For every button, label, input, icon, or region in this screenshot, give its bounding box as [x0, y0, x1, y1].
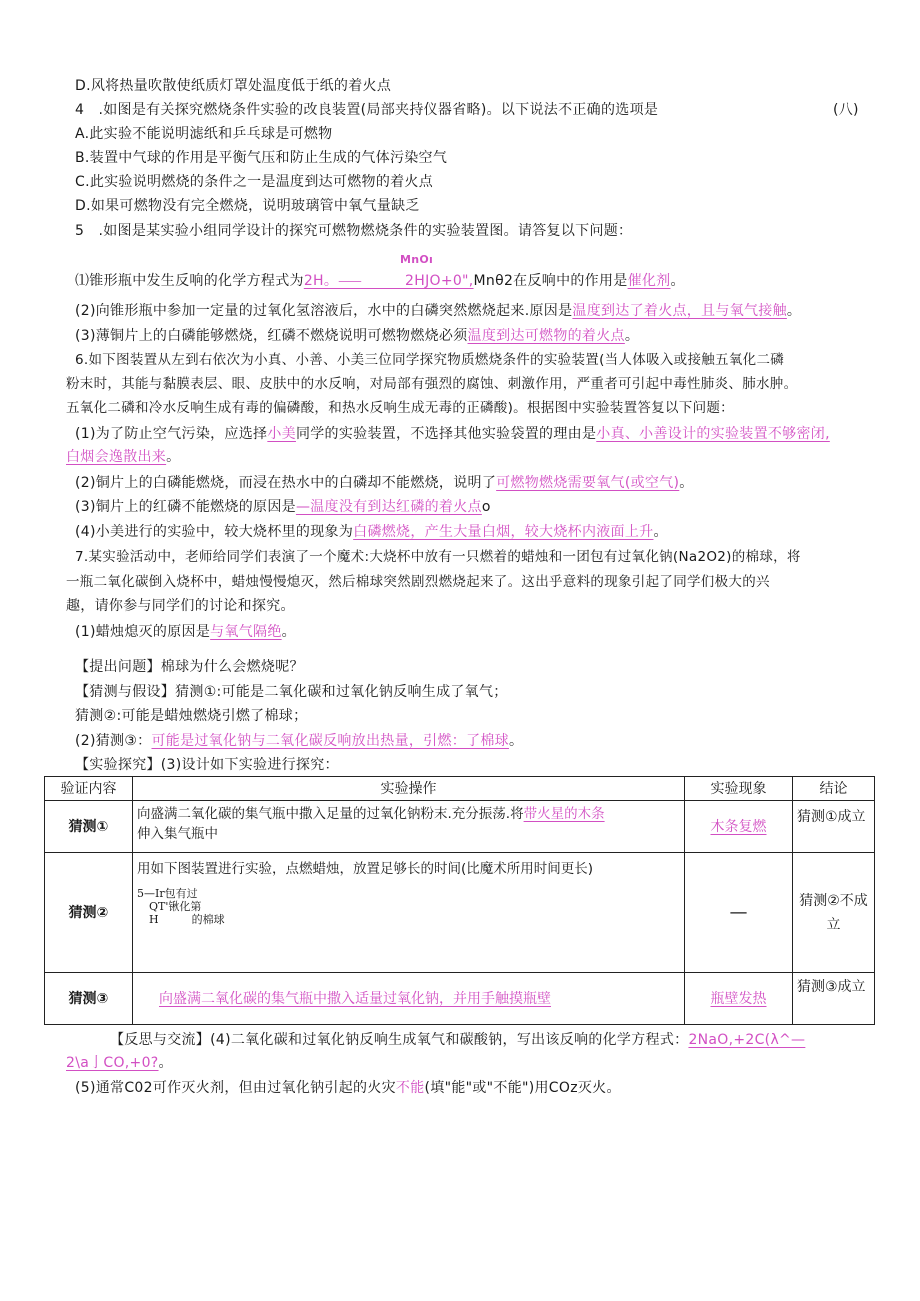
row2-conclusion — [793, 853, 875, 973]
q7-part1-text: (1)蜡烛熄灭的原因是 — [75, 624, 211, 640]
q6-part2 — [75, 474, 694, 492]
q7-stem-line2: 一瓶二氧化碳倒入烧杯中，蜡烛慢慢熄灭，然后棉球突然剧烈燃烧起来了。这出乎意料的现象引起了同学们极大的兴 — [66, 574, 770, 590]
q6-part1-text: (1)为了防止空气污染，应选择 — [75, 426, 268, 442]
q6-part3-answer: —温度没有到达红磷的着火点 — [295, 499, 482, 515]
q6-part3 — [75, 498, 491, 516]
q4-option-d: D.如果可燃物没有完全燃烧，说明玻璃管中氧气量缺乏 — [75, 198, 420, 214]
q6-part1-mid: 同学的实验装置，不选择其他实验袋置的理由是 — [295, 426, 597, 442]
row2-figure-label1: 5—Ir包有过 — [137, 887, 198, 900]
q5-part1-end: 。 — [670, 273, 685, 289]
header-conclusion: 结论 — [793, 777, 875, 801]
q6-part4-answer: 白磷燃烧，产生大量白烟，较大烧杯内液面上升 — [353, 524, 654, 540]
q7-reflection-cont — [66, 1054, 173, 1072]
q7-stem-line3: 趣，请你参与同学们的讨论和探究。 — [66, 598, 295, 614]
q7-question-heading: 【提出问题】棉球为什么会燃烧呢？ — [75, 659, 304, 675]
row2-figure-label2: QT'锹化第 — [149, 900, 202, 913]
q7-part5-answer: 不能 — [395, 1080, 425, 1096]
row2-name: 猜测② — [45, 853, 133, 973]
q7-part1 — [75, 623, 296, 641]
row3-conclusion: 猜测③成立 — [793, 973, 875, 1025]
row3-operation-answer: 向盛满二氧化碳的集气瓶中撒入适量过氧化钠，并用手触摸瓶壁 — [159, 990, 551, 1007]
q6-stem-line3: 五氧化二磷和冷水反响生成有毒的偏磷酸，和热水反响生成无毒的正磷酸)。根据图中实验装置答复以下问题： — [66, 400, 734, 416]
q6-part3-end: o — [481, 499, 491, 515]
q7-stem-line1: 7.某实验活动中，老师给同学们表演了一个魔术:大烧杯中放有一只燃着的蜡烛和一团包有过氧化钠(Na2O2)的棉球，将 — [75, 549, 801, 565]
header-verify: 验证内容 — [45, 777, 133, 801]
q7-part5-text: (5)通常C02可作灭火剂，但由过氧化钠引起的火灾 — [75, 1080, 396, 1096]
q7-reflection-end: 。 — [158, 1055, 173, 1071]
table-header-row — [45, 777, 875, 801]
q7-part5 — [75, 1079, 621, 1097]
q6-part3-text: (3)铜片上的红磷不能燃烧的原因是 — [75, 499, 296, 515]
q6-part4-text: (4)小美进行的实验中，较大烧杯里的现象为 — [75, 524, 354, 540]
q6-stem-line2: 粉末时，其能与黏膜表层、眼、皮肤中的水反响，对局部有强烈的腐蚀、刺激作用，严重者可引起中毒性肺炎、肺水肿。 — [66, 376, 798, 392]
row3-operation — [133, 973, 685, 1025]
row1-name: 猜测① — [45, 801, 133, 853]
q5-part1-answer: 催化剂 — [627, 273, 671, 289]
row3-phenomenon — [685, 973, 793, 1025]
row2-figure-label3: H 的棉球 — [149, 913, 225, 926]
q7-reflection-answer-cont: 2\a亅CO,+0? — [66, 1055, 159, 1071]
q5-part3 — [75, 327, 639, 345]
q7-part1-end: 。 — [281, 624, 296, 640]
row1-phenomenon-answer: 木条复燃 — [710, 818, 767, 835]
q7-part1-answer: 与氧气隔绝 — [210, 624, 282, 640]
experiment-table — [44, 776, 875, 1025]
q4-option-b: B.装置中气球的作用是平衡气压和防止生成的气体污染空气 — [75, 150, 448, 166]
row3-name: 猜测③ — [45, 973, 133, 1025]
q6-part1-answer-name: 小美 — [267, 426, 296, 442]
q6-part1-answer-reason-cont: 白烟会逸散出来 — [66, 449, 167, 465]
q5-part3-answer: 温度到达可燃物的着火点 — [467, 328, 625, 344]
row2-conclusion-b: 立 — [826, 916, 841, 933]
row1-operation — [133, 801, 685, 853]
q7-part2-end: 。 — [508, 733, 524, 749]
q3-option-d: D.风将热量吹散使纸质灯罩处温度低于纸的着火点 — [75, 78, 392, 94]
q4-option-a: A.此实验不能说明滤纸和乒乓球是可燃物 — [75, 126, 333, 142]
q5-part3-end: 。 — [624, 328, 640, 344]
row1-operation-line2: 伸入集气瓶中 — [137, 826, 218, 842]
q4-option-c: C.此实验说明燃烧的条件之一是温度到达可燃物的着火点 — [75, 174, 434, 190]
q7-part2-text: (2)猜测③： — [75, 733, 152, 749]
q7-explore-heading: 【实验探究】(3)设计如下实验进行探究： — [75, 757, 339, 773]
q5-part2-text: (2)向锥形瓶中参加一定量的过氧化氢溶液后，水中的白磷突然燃烧起来.原因是 — [75, 303, 573, 319]
q6-part2-text: (2)铜片上的白磷能燃烧，而浸在热水中的白磷却不能燃烧，说明了 — [75, 475, 497, 491]
q6-part1-cont — [66, 448, 180, 466]
q5-part2-answer: 温度到达了着火点，且与氧气接触 — [572, 303, 787, 319]
row1-operation-text: 向盛满二氧化碳的集气瓶中撒入足量的过氧化钠粉末.充分振荡.将 — [137, 806, 524, 822]
q7-part2-answer: 可能是过氧化钠与二氧化碳反响放出热量，引燃：了棉球 — [151, 733, 509, 749]
q5-part1-text: ⑴锥形瓶中发生反响的化学方程式为 — [75, 273, 304, 289]
q6-part2-answer: 可燃物燃烧需要氧气(或空气) — [496, 475, 680, 491]
q6-part4-end: 。 — [653, 524, 668, 540]
q5-part1 — [75, 272, 685, 290]
q6-part2-end: 。 — [679, 475, 694, 491]
q5-part2 — [75, 302, 801, 320]
q5-part2-end: 。 — [786, 303, 802, 319]
table-row — [45, 801, 875, 853]
q4-answer-paren: (八) — [833, 102, 859, 118]
row3-phenomenon-answer: 瓶壁发热 — [710, 990, 767, 1007]
q6-part1 — [75, 425, 830, 443]
q6-part1-end: 。 — [166, 449, 181, 465]
q5-catalyst-label: MnOı — [400, 253, 434, 266]
q7-reflection-answer: 2NaO,+2C(λ^— — [688, 1032, 806, 1048]
q5-part1-equation: 2H。⸺ 2HJO+0", — [303, 273, 474, 289]
table-row — [45, 853, 875, 973]
table-row — [45, 973, 875, 1025]
row2-conclusion-a: 猜测②不成 — [799, 892, 868, 909]
row2-phenomenon: — — [685, 853, 793, 973]
q7-guess2: 猜测②:可能是蜡烛燃烧引燃了棉球； — [75, 708, 308, 724]
q7-reflection-text: 【反思与交流】(4)二氧化碳和过氧化钠反响生成氧气和碳酸钠，写出该反响的化学方程式： — [110, 1032, 689, 1048]
q6-stem-line1: 6.如下图装置从左到右依次为小真、小善、小美三位同学探究物质燃烧条件的实验装置(当人体吸入或接触五氧化二磷 — [75, 352, 785, 368]
row2-apparatus-figure — [137, 887, 680, 926]
q5-part3-text: (3)薄铜片上的白磷能够燃烧，红磷不燃烧说明可燃物燃烧必须 — [75, 328, 468, 344]
row2-operation-text: 用如下图装置进行实验，点燃蜡烛，放置足够长的时间(比魔术所用时间更长) — [137, 861, 594, 877]
q7-part5-end: (填"能"或"不能")用COz灭火。 — [424, 1080, 621, 1096]
q5-part1-mid: Mnθ2在反响中的作用是 — [473, 273, 628, 289]
header-operation: 实验操作 — [133, 777, 685, 801]
row2-operation — [133, 853, 685, 973]
q5-stem: 5 .如图是某实验小组同学设计的探究可燃物燃烧条件的实验装置图。请答复以下问题： — [75, 223, 633, 239]
q7-reflection — [110, 1031, 805, 1049]
q6-part4 — [75, 523, 668, 541]
q4-stem: 4 .如图是有关探究燃烧条件实验的改良装置(局部夹持仪器省略)。以下说法不正确的选项是 — [75, 102, 659, 118]
row1-conclusion: 猜测①成立 — [793, 801, 875, 853]
q7-part2 — [75, 732, 523, 750]
row1-phenomenon — [685, 801, 793, 853]
header-phenomenon: 实验现象 — [685, 777, 793, 801]
q6-part1-answer-reason: 小真、小善设计的实验装置不够密闭, — [596, 426, 830, 442]
q7-guess1: 【猜测与假设】猜测①:可能是二氧化碳和过氧化钠反响生成了氧气； — [75, 684, 508, 700]
row1-operation-answer: 带火星的木条 — [523, 806, 605, 822]
